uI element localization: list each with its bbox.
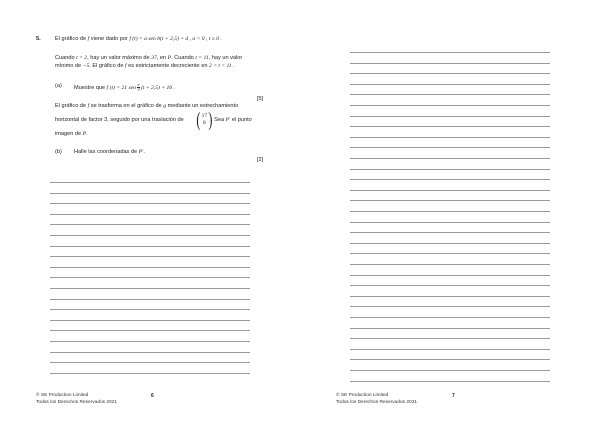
answer-line [350,222,550,223]
answer-line [350,370,550,371]
answer-line [350,169,550,170]
answer-line [50,256,250,257]
right-paren: ) [208,109,213,131]
answer-line [350,285,550,286]
answer-line [350,105,550,106]
answer-line [350,253,550,254]
p1l2-f: 2 < t < 11 . [209,63,235,69]
part-b-label: (b) [55,149,62,155]
answer-line [50,277,250,278]
answer-line [350,63,550,64]
answer-line [50,193,250,194]
p1l2-a: mínimo de [55,63,82,69]
answer-line [350,243,550,244]
left-footer-rights: Todos los Derechos Reservados 2021 [36,400,118,405]
p1l2-c: . El gráfico de [89,63,124,69]
answer-line [350,179,550,180]
answer-line [350,190,550,191]
left-footer-copyright: © SE Production Limited [36,393,89,398]
p1l1-h: t = 11 [195,55,209,61]
answer-line [50,203,250,204]
answer-line [50,299,250,300]
part-a-prompt: Muestre que [74,84,106,91]
answer-line [50,373,250,374]
para1-line1 [55,55,242,62]
answer-line [350,328,550,329]
intro-f: f [87,36,90,42]
para2-line3 [55,131,88,138]
answer-line [50,182,250,183]
intro-formula: f (t) = a sen b(t + 2,5) + d , a > 0 , t ≥ 0 . [129,36,222,42]
left-page-number: 6 [151,393,154,399]
answer-line [350,84,550,85]
p1l1-f: P [167,55,172,61]
answer-line [50,288,250,289]
part-b-end: . [143,149,145,155]
part-a-formula-post: (t + 2,5) + 16 . [141,84,175,91]
p1l1-d: 37 [151,55,157,61]
answer-line [350,381,550,382]
p2l3-b: P [82,131,87,137]
left-paren: ( [196,109,201,131]
pi-over-9-fraction [137,83,139,92]
answer-line [350,275,550,276]
p1l1-i: , hay un valor [208,55,243,61]
p1l1-a: Cuando [55,55,75,61]
part-b-marks: [2] [257,157,264,163]
p2l2-c: P′ [225,117,231,123]
part-a-label: (a) [55,83,62,89]
intro-prefix: El gráfico de [55,36,87,42]
vector-column [202,113,207,127]
right-page [300,0,600,424]
answer-line [50,246,250,247]
answer-line [350,52,550,53]
right-footer-copyright: © SE Production Limited [336,393,389,398]
p2l3-c: . [86,131,88,137]
p2l1-a: El gráfico de [55,103,87,109]
answer-line [350,359,550,360]
answer-line [50,309,250,310]
p1l2-b: −5 [82,63,90,69]
p2l2-d: el punto [231,117,252,123]
answer-line [350,232,550,233]
answer-line [350,306,550,307]
part-a-marks: [5] [257,96,264,102]
p1l1-g: . Cuando [171,55,194,61]
answer-line [50,330,250,331]
para1-line2 [55,63,235,70]
answer-line [350,296,550,297]
answer-line [50,341,250,342]
p2l1-c: se trasforma en el gráfico de [90,103,162,109]
para2-line2-text: horizontal de factor 3, seguido por una traslación de [55,117,184,123]
p1l2-d: f [125,63,127,69]
vector-bottom: 8 [203,120,206,126]
p2l1-d: g [163,103,167,109]
answer-line [50,235,250,236]
p1l1-c: , hay un valor máximo de [87,55,150,61]
answer-line [350,94,550,95]
right-footer-rights: Todos los Derechos Reservados 2021 [336,400,418,405]
frac-num: π [137,82,140,87]
answer-line [350,338,550,339]
answer-line [350,137,550,138]
answer-line [350,158,550,159]
part-b-point: P′ [138,149,144,155]
part-b-prompt: Halle las coordenadas de [74,149,138,155]
p2l3-a: imagen de [55,131,82,137]
p2l1-e: mediante un estrechamiento [167,103,239,109]
question-number: 5. [36,36,41,42]
p1l1-e: , en [156,55,167,61]
p1l2-e: es estrictamente decreciente en [128,63,208,69]
vector-top: 17 [201,113,208,119]
p1l1-b: t = 2 [76,55,88,61]
answer-line [350,73,550,74]
frac-den: 9 [137,87,140,92]
part-a-formula-pre: f (t) = 21 sen [106,84,136,91]
answer-line [350,264,550,265]
answer-line [350,349,550,350]
answer-line [50,224,250,225]
answer-line [350,147,550,148]
intro-mid: viene dado por [90,36,128,42]
right-page-number: 7 [452,393,455,399]
answer-line [350,116,550,117]
question-intro [55,36,222,43]
answer-line [50,362,250,363]
answer-line [50,214,250,215]
part-a-text [74,83,175,92]
answer-line [50,267,250,268]
answer-line [350,200,550,201]
answer-line [350,317,550,318]
part-b-text [74,149,145,156]
p2l1-b: f [87,103,90,109]
para2-line2-tail [211,117,252,124]
answer-line [50,320,250,321]
answer-line [350,211,550,212]
answer-line [50,352,250,353]
answer-line [350,126,550,127]
p2l2-b: . Sea [211,117,225,123]
